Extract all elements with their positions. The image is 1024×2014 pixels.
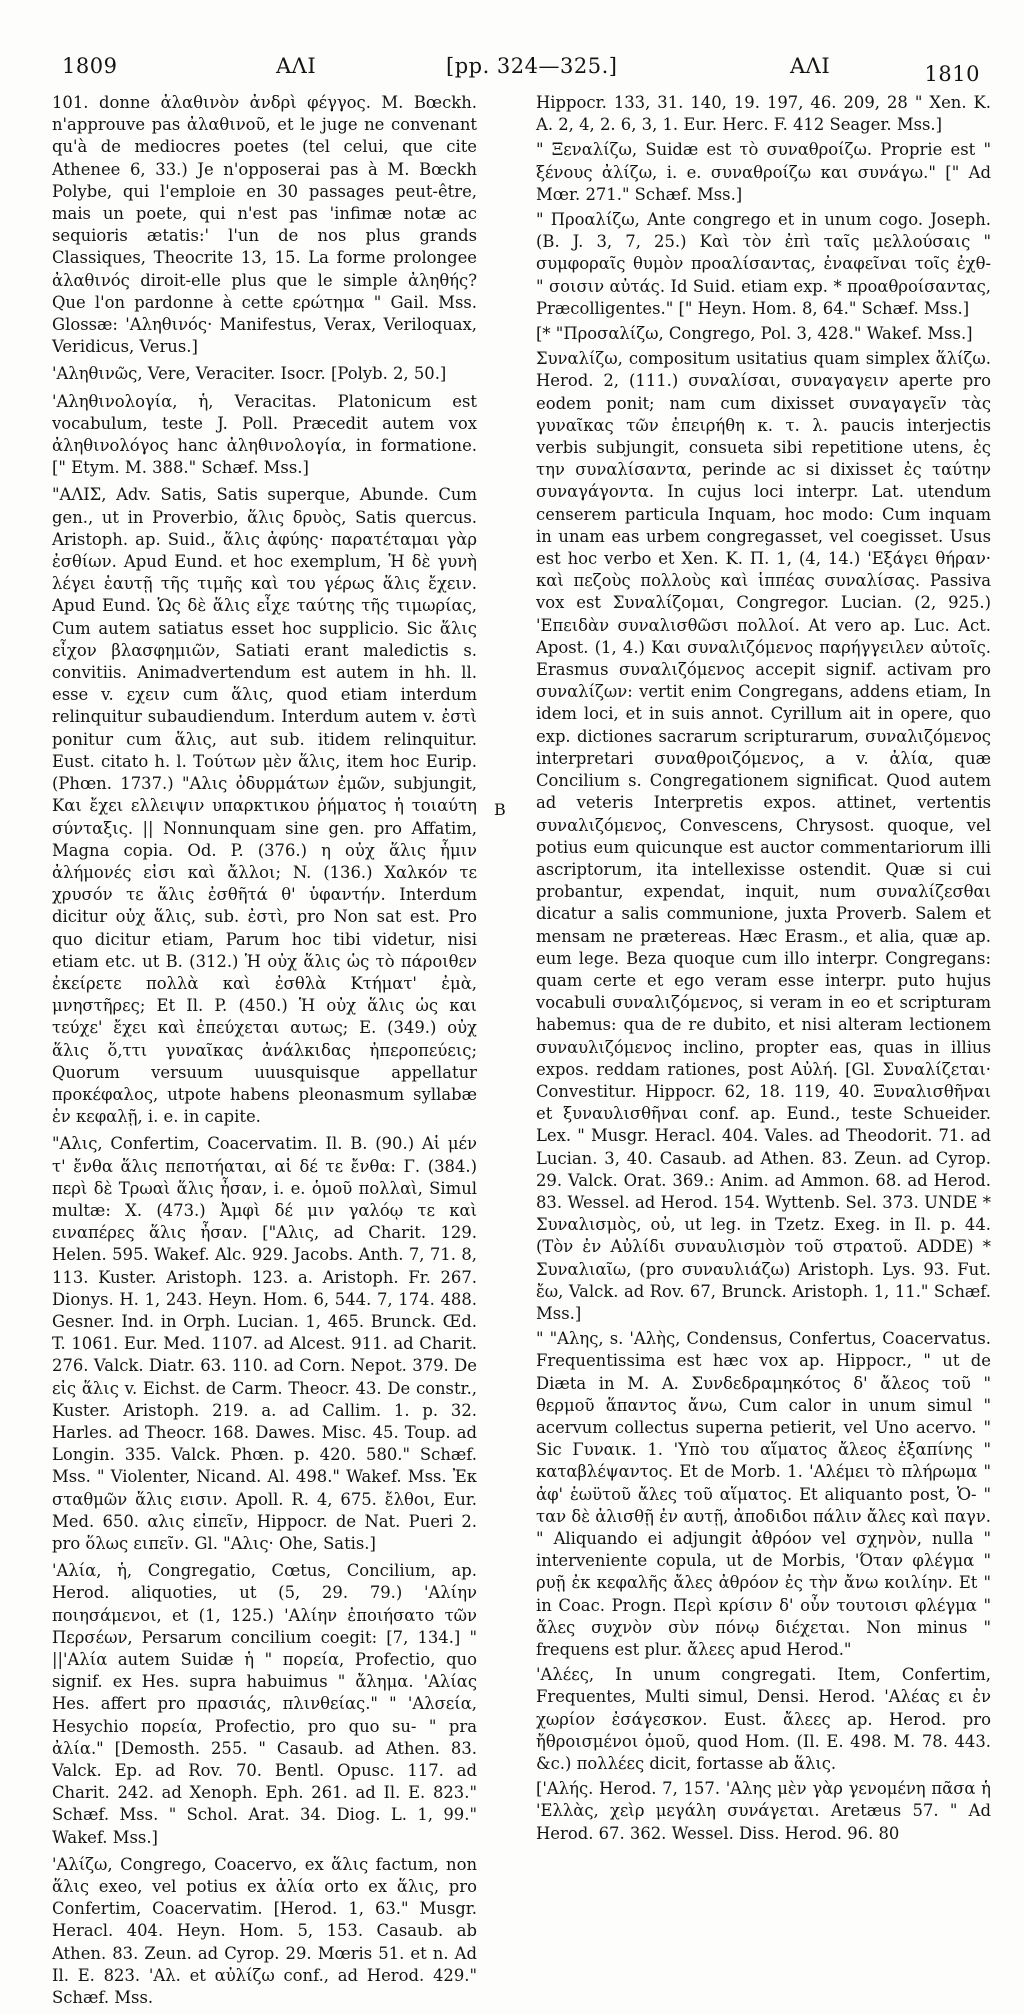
entry-paragraph: "Αλις, Confertim, Coacervatim. Il. B. (90.) Αἱ μέν τ' ἔνθα ἅλις πεποτήαται, αἱ δέ τε ἔνθα: Γ. (384.) περὶ δὲ Τρωαὶ ἅλις ἦσαν, i. e. ὁμοῦ πολλαὶ, Simul multæ: X. (473.) Ἀμφὶ δέ μιν γαλόῳ τε καὶ ειναπέρες ἅλις ἦσαν. ["Αλις, ad Charit. 129. Helen. 595. Wakef. Alc. 929. Jacobs. Anth. 7, 71. 8, 113. Kuster. Aristoph. 123. a. Aristoph. Fr. 267. Dionys. H. 1, 243. Heyn. Hom. 6, 544. 7, 174. 488. Gesner. Ind. in Orph. Lucian. 1, 465. Brunck. Œd. T. 1061. Eur. Med. 1107. ad Alcest. 911. ad Charit. 276. Valck. Diatr. 63. 110. ad Corn. Nepot. 379. De εἰς ἅλις v. Eichst. de Carm. Theocr. 43. De constr., Kuster. Aristoph. 219. a. ad Callim. 1. p. 32. Harles. ad Theocr. 168. Dawes. Misc. 45. Toup. ad Longin. 335. Valck. Phœn. p. 420. 580." Schæf. Mss. " Violenter, Nicand. Al. 498." Wakef. Mss. Ἐκ σταθμῶν ἅλις εισιν. Apoll. R. 4, 675. ἔλθοι, Eur. Med. 650. αλις εἰπεῖν, Hippocr. de Nat. Pueri 2. pro ὅλως ειπεῖν. Gl. "Αλις· Ohe, Satis.] — [52, 1134, 477, 1553]
entry-paragraph: " Ξεναλίζω, Suidæ est τὸ συναθροίζω. Proprie est " ξένους ἀλίζω, i. e. συναθροίζω και συνάγω." [" Ad Mœr. 271." Schæf. Mss.] — [536, 140, 991, 204]
margin-marker: B — [494, 800, 506, 819]
entry-paragraph: Hippocr. 133, 31. 140, 19. 197, 46. 209, 28 " Xen. K. A. 2, 4, 2. 6, 3, 1. Eur. Herc. F. 412 Seager. Mss.] — [536, 93, 991, 135]
headword-left: ΑΛΙ — [276, 54, 317, 78]
entry-paragraph: [* "Προσαλίζω, Congrego, Pol. 3, 428." Wakef. Mss.] — [536, 324, 973, 344]
headword-right: ΑΛΙ — [790, 54, 831, 78]
entry-paragraph: 101. donne ἀλαθινὸν ἀνδρὶ φέγγος. M. Bœckh. n'approuve pas ἀλαθινοῦ, et le juge ne convenant qu'à de mediocres poetes (tel celui, que cite Athenee 6, 33.) Je n'opposerai pas à M. Bœckh Polybe, qui l'emploie en 30 passages peut-être, mais un poete, qui n'est pas 'infimæ notæ ac sequioris ætatis:' l'un de nos plus grands Classiques, Theocrite 13, 15. La forme prolongee ἀλαθινός diroit-elle plus que le simple ἀληθής? Que l'on pardonne à cette ερώτημα " Gail. Mss. Glossæ: 'Αληθινός· Manifestus, Verax, Veriloquax, Veridicus, Verus.] — [52, 93, 477, 357]
entry-paragraph: 'Αλίζω, Congrego, Coacervo, ex ἅλις factum, non ἅλις exeo, vel potius ex ἀλία orto ex ἅλις, pro Confertim, Coacervatim. [Herod. 1, 63." Musgr. Heracl. 404. Heyn. Hom. 5, 153. Casaub. ab Athen. 83. Zeun. ad Cyrop. 29. Mœris 51. et n. Ad Il. E. 823. 'Αλ. et αὐλίζω conf., ad Herod. 429." Schæf. Mss. — [52, 1854, 477, 2008]
left-column — [52, 92, 477, 2014]
entry-paragraph: Συναλίζω, compositum usitatius quam simplex ἅλίζω. Herod. 2, (111.) συναλίσαι, συναγαγειν aperte pro eodem ponit; nam cum dixisset συναγαγεῖν τὰς γυναῖκας τῶν ἐπειρήθη κ. τ. λ. paucis interjectis verbis subjungit, consueta sibi repetitione utens, ἐς την συναλίσαντα, perinde ac si dixisset ἐς ταύτην συναγάγοντα. In cujus loci interpr. Lat. utendum censerem particula Inquam, hoc modo: Cum inquam in unam eas urbem congregasset, vel coegisset. Usus est hoc verbo et Xen. K. Π. 1, (4, 14.) 'Εξάγει θήραν· καὶ πεζοὺς πολλοὺς καὶ ἱππέας συναλίσας. Passiva vox est Συναλίζομαι, Congregor. Lucian. (2, 925.) 'Επειδὰν συναλισθῶσι πολλοί. At vero ap. Luc. Act. Apost. (1, 4.) Και συναλιζόμενος παρήγγειλεν αὐτοῖς. Erasmus συναλιζόμενος accepit signif. activam pro συναλίζων: vertit enim Congregans, addens etiam, In idem loci, et in suis annot. Cyrillum ait in opere, quo exp. dictiones sacrarum scripturarum, συναλιζόμενος interpretari συναθροιζόμενος, a v. ἀλία, quæ Concilium s. Congregationem significat. Quod autem ad veteris Interpretis expos. attinet, vertentis συναλιζόμενος, Convescens, Chrysost. quoque, vel potius eum quicunque est auctor commentariorum illi ascriptorum, ita intellexisse ostendit. Quæ si cui probantur, expendat, inquit, num συναλίζεσθαι dicatur a salis communione, juxta Proverb. Salem et mensam ne prætereas. Hæc Erasm., et alia, quæ ap. eum lege. Beza quoque cum illo interpr. Congregans: quam certe et ego veram esse interpr. puto hujus vocabuli συναλιζόμενος, si veram in eo et scripturam habemus: qua de re dubito, et nisi alteram lectionem συναυλιζόμενος inclino, propter eas, quas in illius expos. reddam rationes, post Αὐλή. [Gl. Συναλίζεται· Convestitur. Hippocr. 62, 18. 119, 40. Ξυναλισθῆναι et ξυναυλισθῆναι conf. ap. Eund., teste Schueider. Lex. " Musgr. Heracl. 404. Vales. ad Theodorit. 71. ad Lucian. 3, 40. Casaub. ad Athen. 83. Zeun. ad Cyrop. 29. Valck. Orat. 369.: Anim. ad Ammon. 68. ad Herod. 83. Wessel. ad Herod. 154. Wyttenb. Sel. 373. UNDE * Συναλισμὸς, οὐ, ut leg. in Tzetz. Exeg. in Il. p. 44. (Τὸν ἐν Αὐλίδι συναυλισμὸν τοῦ στρατοῦ. ADDE) * Συναλιαῖω, (pro συναυλιάζω) Aristoph. Lys. 93. Fut. ἔω, Valck. ad Rov. 67, Brunck. Aristoph. 1, 11." Schæf. Mss.] — [536, 349, 991, 1323]
entry-paragraph: 'Αλία, ἡ, Congregatio, Cœtus, Concilium, ap. Herod. aliquoties, ut (5, 29. 79.) 'Αλίην ποιησάμενοι, et (1, 125.) 'Αλίην ἐποιήσατο τῶν Περσέων, Persarum concilium coegit: [7, 134.] " ||'Αλία autem Suidæ ἡ " πορεία, Profectio, quo signif. ex Hes. supra habuimus " ἄλημα. 'Αλίας Hes. affert pro πρασιάς, πλινθείας." " 'Αλσεία, Hesychio πορεία, Profectio, pro quo su- " pra ἀλία." [Demosth. 255. " Casaub. ad Athen. 83. Valck. Ep. ad Rov. 70. Bentl. Opusc. 117. ad Charit. 242. ad Xenoph. Eph. 261. ad Il. E. 823." Schæf. Mss. " Schol. Arat. 34. Diog. L. 1, 99." Wakef. Mss.] — [52, 1561, 477, 1847]
entry-paragraph: " "Αλης, s. 'Αλὴς, Condensus, Confertus, Coacervatus. Frequentissima est hæc vox ap. Hippocr., " ut de Diæta in M. A. Συνδεδραμηκότος δ' ἄλεος τοῦ " θερμοῦ ἅπαντος ἄνω, Cum calor in unum simul " acervum collectus superna petierit, vel Uno acervo. " Sic Γυναικ. 1. 'Υπὸ του αἵματος ἄλεος ἐξαπίνης " καταβλέψαντος. Et de Morb. 1. 'Αλέμει τὸ πλήρωμα " ἀφ' ἑωϋτοῦ ἄλες τοῦ αἵματος. Et aliquanto post, Ὁ- " ταν δὲ ἀλισθῇ ἐν αυτῇ, ἀποδιδοι πάλιν ἄλες καὶ παγν. " Aliquando ei adjungit ἀθρόον vel σχηνὸν, nulla " interveniente copula, ut de Morbis, 'Όταν φλέγμα " ρυῇ ἐκ κεφαλῆς ἄλες ἀθρόον ἐς τὴν ἄνω κοιλίην. Et " in Coac. Progn. Περὶ κρίσιν δ' οὖν τουτοισι φλέγμα " ἄλες συχνὸν σὺν πόνῳ διέχεται. Non minus " frequens est plur. ἄλεες apud Herod." — [536, 1329, 991, 1660]
entry-paragraph: ['Αλής. Herod. 7, 157. 'Αλης μὲν γὰρ γενομένη πᾶσα ἡ 'Ελλὰς, χεὶρ μεγάλη συνάγεται. Aretæus 57. " Ad Herod. 67. 362. Wessel. Diss. Herod. 96. 80 — [536, 1779, 991, 1843]
entry-paragraph: 'Αληθινῶς, Vere, Veraciter. Isocr. [Polyb. 2, 50.] — [52, 364, 447, 384]
entry-paragraph: " Προαλίζω, Ante congrego et in unum cogo. Joseph. (B. J. 3, 7, 25.) Καὶ τὸν ἐπὶ ταῖς μελλούσαις " συμφοραῖς θυμὸν προαλίσαντας, ἐναφεῖναι τοῖς ἐχθ- " σοισιν αὐτάς. Id Suid. etiam exp. * προαθροίσαντας, Præcolligentes." [" Heyn. Hom. 8, 64." Schæf. Mss.] — [536, 210, 991, 318]
column-number-right: 1810 — [924, 62, 980, 86]
right-column — [536, 92, 991, 1848]
entry-paragraph: "ΑΛΙΣ, Adv. Satis, Satis superque, Abunde. Cum gen., ut in Proverbio, ἅλις δρυὸς, Satis quercus. Aristoph. ap. Suid., ἅλις ἀφύης· παρατέταμαι γὰρ ἐσθίων. Apud Eund. et hoc exemplum, Ἡ δὲ γυνὴ λέγει ἑαυτῇ τῆς τιμῆς καὶ του γέρως ἅλις ἔχειν. Apud Eund. Ὡς δὲ ἅλις εἶχε ταύτης τῆς τιμωρίας, Cum autem satiatus esset hoc supplicio. Sic ἅλις εἶχον βλασφημιῶν, Satiati erant maledictis s. convitiis. Animadvertendum est autem in hh. ll. esse v. εχειν cum ἅλις, quod etiam interdum relinquitur subaudiendum. Interdum autem v. ἐστὶ ponitur cum ἅλις, aut sub. itidem relinquitur. Eust. citato h. l. Τούτων μὲν ἅλις, item hoc Eurip.(Phœn. 1737.) "Αλις ὀδυρμάτων ἐμῶν, subjungit, Και ἔχει ελλειψιν υπαρκτικου ῥήματος ἡ τοιαύτη σύνταξις. || Nonnunquam sine gen. pro Affatim, Magna copia. Od. P. (376.) η οὐχ ἅλις ἧμιν ἀλήμονές εἰσι καὶ ἄλλοι; N. (136.) Χαλκόν τε χρυσόν τε ἅλις ἐσθῆτά θ' ὑφαντήν. Interdum dicitur οὐχ ἅλις, sub. ἐστὶ, pro Non sat est. Pro quo dicitur etiam, Parum hoc tibi videtur, nisi etiam etc. ut B. (312.) Ἡ οὐχ ἅλις ὡς τὸ πάροιθεν ἐκείρετε πολλὰ καὶ ἐσθλὰ Κτήματ' ἐμὰ, μνηστῆρες; Et Il. P. (450.) Ἡ οὐχ ἅλις ὡς και τεύχε' ἔχει καὶ ἐπεύχεται αυτως; E. (349.) οὐχ ἅλις ὅ,ττι γυναῖκας ἀνάλκιδας ἠπεροπεύεις; Quorum versuum uuusquisque appellatur προκέφαλος, utpote habens pleonasmum syllabæ ἐν κεφαλῇ, i. e. in capite. — [52, 485, 477, 1127]
page-header — [62, 54, 980, 88]
column-number-left: 1809 — [62, 54, 118, 78]
entry-paragraph: 'Αληθινολογία, ἡ, Veracitas. Platonicum est vocabulum, teste J. Poll. Præcedit autem vox ἀληθινολόγος hanc ἀληθινολογία, in formatione. [" Etym. M. 388." Schæf. Mss.] — [52, 391, 477, 478]
entry-paragraph: 'Αλέες, In unum congregati. Item, Confertim, Frequentes, Multi simul, Densi. Herod. 'Αλέας ει ἐν χωρίον ἐσάγεσκον. Eust. ἄλεες ap. Herod. pro ἤθροισμένοι ὁμοῦ, quod Hom. (Il. E. 498. M. 78. 443. &c.) πολλέες dicit, fortasse ab ἅλις. — [536, 1665, 991, 1774]
page-reference: [pp. 324—325.] — [446, 54, 618, 78]
